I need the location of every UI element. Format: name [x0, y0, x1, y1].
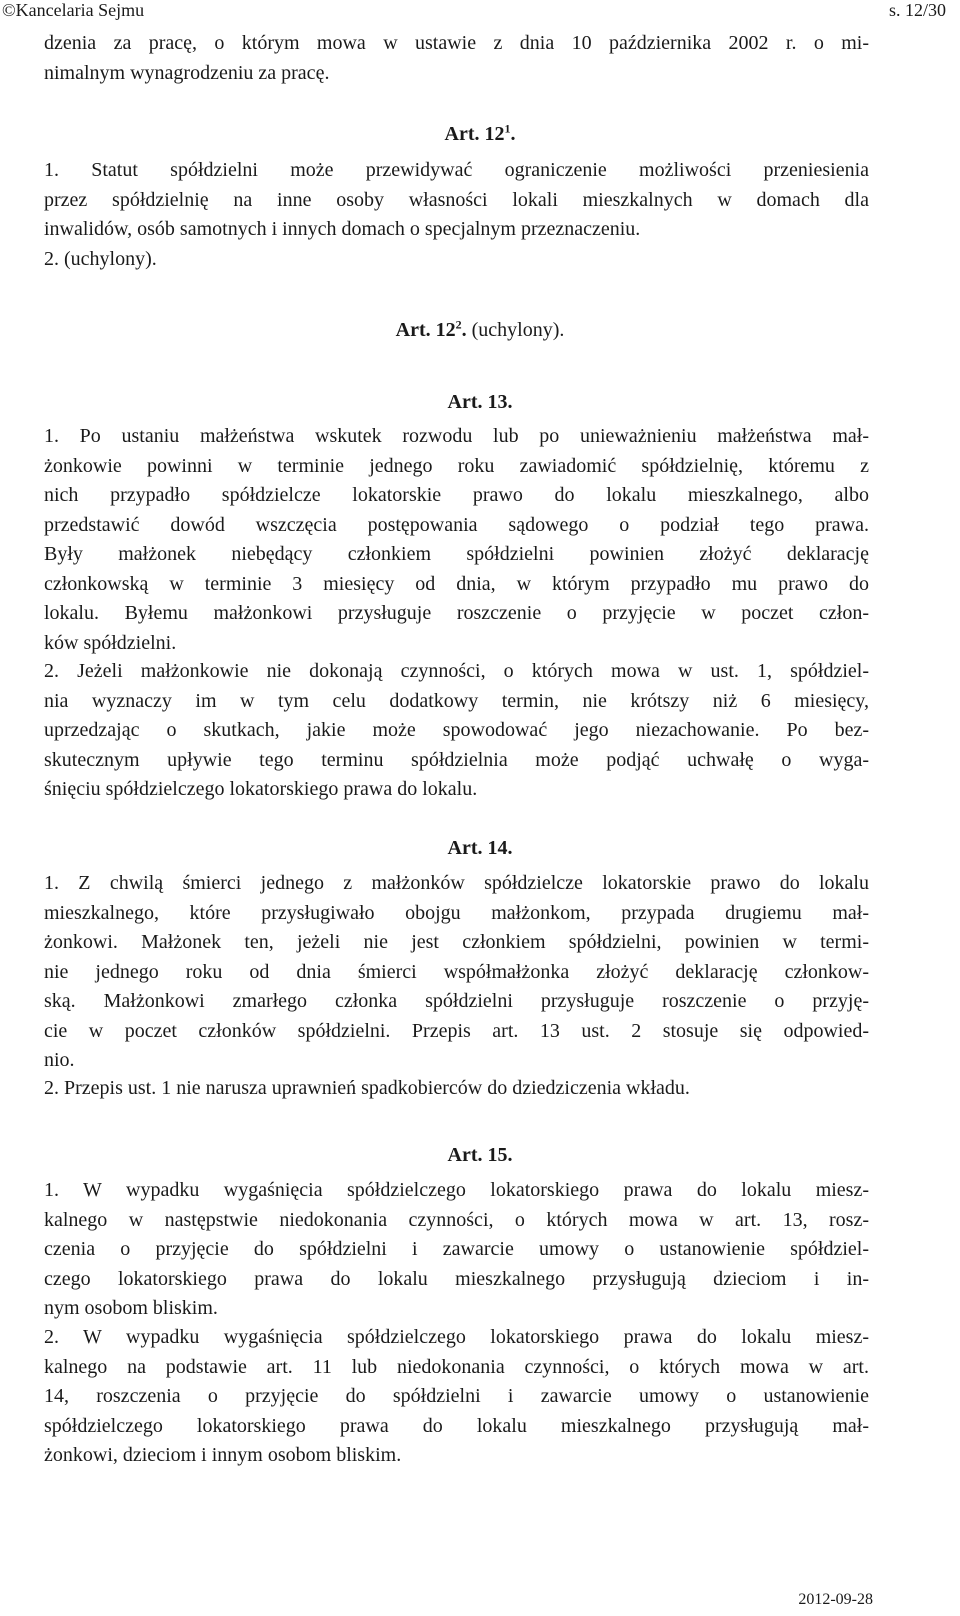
article-label: Art. 13. — [447, 391, 513, 413]
article-sup: 2 — [455, 317, 462, 332]
text-line: przedstawić dowód wszczęcia postępowania sądowego o podział tego prawa. — [44, 513, 869, 536]
header-source: ©Kancelaria Sejmu — [2, 0, 145, 20]
article-label: Art. 12 — [395, 319, 456, 341]
paragraph-continuation — [44, 29, 869, 88]
text-line: kalnego na podstawie art. 11 lub niedokonania czynności, o których mowa w art. — [44, 1355, 869, 1378]
text-line: 14, roszczenia o przyjęcie do spółdzielni i zawarcie umowy o ustanowienie — [44, 1385, 869, 1407]
paragraph-art12-1 — [44, 156, 869, 274]
text-line: nie jednego roku od dnia śmierci współmałżonka złożyć deklarację członkow- — [44, 960, 869, 983]
paragraph-art15-1 — [44, 1176, 869, 1324]
text-line: żonkowi. Małżonek ten, jeżeli nie jest członkiem spółdzielni, powinien w termi- — [44, 931, 869, 953]
article-suffix: . — [510, 123, 516, 145]
text-line: 2. W wypadku wygaśnięcia spółdzielczego lokatorskiego prawa do lokalu miesz- — [44, 1326, 869, 1348]
text-line: 1. Statut spółdzielni może przewidywać ograniczenie możliwości przeniesienia — [44, 159, 869, 181]
text-line: nio. — [44, 1049, 75, 1071]
article-suffix: . — [461, 319, 467, 341]
article-rest: (uchylony). — [466, 319, 565, 341]
article-heading-15 — [0, 1141, 960, 1170]
article-label: Art. 15. — [447, 1144, 513, 1166]
text-line: spółdzielczego lokatorskiego prawa do lokalu mieszkalnego przysługują mał- — [44, 1414, 869, 1437]
article-heading-12-1 — [0, 120, 960, 149]
text-line: członkowską w terminie 3 miesięcy od dnia, w którym przypadło mu prawo do — [44, 572, 869, 595]
header-page-number: s. 12/30 — [888, 0, 946, 20]
article-heading-12-2 — [0, 316, 960, 345]
paragraph-art14-2 — [44, 1074, 869, 1104]
text-line: lokalu. Byłemu małżonkowi przysługuje roszczenie o przyjęcie w poczet człon- — [44, 602, 869, 624]
text-line: 1. W wypadku wygaśnięcia spółdzielczego lokatorskiego prawa do lokalu miesz- — [44, 1179, 869, 1201]
text-line: ską. Małżonkowi zmarłego członka spółdzielni przysługuje roszczenie o przyję- — [44, 990, 869, 1012]
text-line: kalnego w następstwie niedokonania czynności, o których mowa w art. 13, rosz- — [44, 1208, 869, 1231]
paragraph-art14-1 — [44, 869, 869, 1076]
text-line: przez spółdzielnię na inne osoby własności lokali mieszkalnych w domach dla — [44, 188, 869, 211]
text-line: 2. (uchylony). — [44, 247, 157, 270]
text-line: skutecznym upływie tego terminu spółdzielnia może podjąć uchwałę o wyga- — [44, 748, 869, 771]
text-line: dzenia za pracę, o którym mowa w ustawie z dnia 10 października 2002 r. o mi- — [44, 32, 869, 54]
text-line: śnięciu spółdzielczego lokatorskiego prawa do lokalu. — [44, 778, 478, 800]
text-line: żonkowi, dzieciom i innym osobom bliskim. — [44, 1444, 402, 1466]
text-line: czego lokatorskiego prawa do lokalu mieszkalnego przysługują dzieciom i in- — [44, 1267, 869, 1290]
text-line: inwalidów, osób samotnych i innych domach o specjalnym przeznaczeniu. — [44, 218, 641, 240]
footer-date: 2012-09-28 — [798, 1591, 873, 1608]
paragraph-art15-2 — [44, 1323, 869, 1471]
text-line: nym osobom bliskim. — [44, 1297, 218, 1319]
text-line: cie w poczet członków spółdzielni. Przepis art. 13 ust. 2 stosuje się odpowied- — [44, 1019, 869, 1042]
page-header — [0, 0, 960, 22]
article-heading-13 — [0, 388, 960, 417]
text-line: nich przypadło spółdzielcze lokatorskie prawo do lokalu mieszkalnego, albo — [44, 484, 869, 506]
article-sup: 1 — [504, 121, 511, 136]
text-line: mieszkalnego, które przysługiwało obojgu małżonkom, przypada drugiemu mał- — [44, 901, 869, 924]
text-line: Były małżonek niebędący członkiem spółdzielni powinien złożyć deklarację — [44, 543, 869, 565]
text-line: nimalnym wynagrodzeniu za pracę. — [44, 61, 330, 84]
text-line: 2. Przepis ust. 1 nie narusza uprawnień spadkobierców do dziedziczenia wkładu. — [44, 1077, 690, 1099]
text-line: 1. Z chwilą śmierci jednego z małżonków spółdzielcze lokatorskie prawo do lokalu — [44, 872, 869, 894]
text-line: ków spółdzielni. — [44, 631, 177, 654]
text-line: czenia o przyjęcie do spółdzielni i zawarcie umowy o ustanowienie spółdziel- — [44, 1238, 869, 1260]
text-line: 2. Jeżeli małżonkowie nie dokonają czynności, o których mowa w ust. 1, spółdziel- — [44, 660, 869, 682]
text-line: żonkowie powinni w terminie jednego roku zawiadomić spółdzielnię, któremu z — [44, 454, 869, 477]
article-heading-14 — [0, 834, 960, 863]
text-line: nia wyznaczy im w tym celu dodatkowy termin, nie krótszy niż 6 miesięcy, — [44, 689, 869, 712]
paragraph-art13-1 — [44, 422, 869, 658]
paragraph-art13-2 — [44, 657, 869, 805]
text-line: uprzedzając o skutkach, jakie może spowodować jego niezachowanie. Po bez- — [44, 719, 869, 741]
article-label: Art. 14. — [447, 837, 513, 859]
text-line: 1. Po ustaniu małżeństwa wskutek rozwodu lub po unieważnieniu małżeństwa mał- — [44, 425, 869, 447]
article-label: Art. 12 — [444, 123, 505, 145]
